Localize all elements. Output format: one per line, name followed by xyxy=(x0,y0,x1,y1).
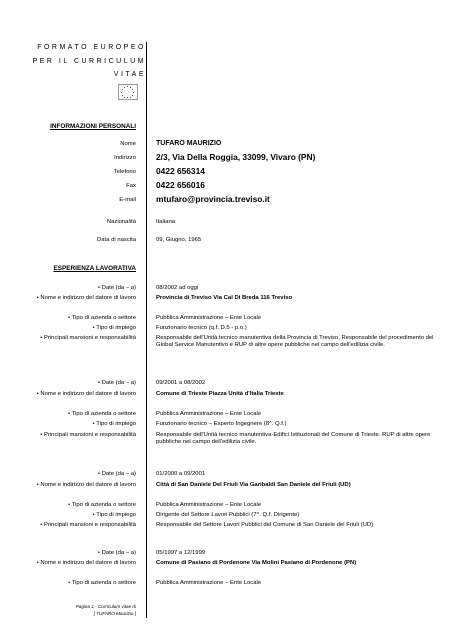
label-employer: • Nome e indirizzo del datore di lavoro xyxy=(36,295,136,301)
label-indirizzo: Indirizzo xyxy=(114,155,136,161)
label-duties: • Principali mansioni e responsabilità xyxy=(40,432,136,438)
entry-sector: Pubblica Amministrazione – Ente Locale xyxy=(156,315,262,321)
entry-employer: Comune di Pasiano di Pordenone Via Molini Pasiano di Pordenone (PN) xyxy=(156,560,357,566)
entry-employer: Comune di Trieste Piazza Unità d'Italia Trieste xyxy=(156,391,284,397)
entry-job: Funzionario tecnico – Esperto Ingegnere (8^. Q.f.) xyxy=(156,421,287,427)
label-sector: • Tipo di azienda o settore xyxy=(68,580,136,586)
label-sector: • Tipo di azienda o settore xyxy=(68,411,136,417)
value-telefono: 0422 656314 xyxy=(156,166,205,176)
section-experience-title: ESPERIENZA LAVORATIVA xyxy=(53,265,136,272)
section-personal-title: INFORMAZIONI PERSONALI xyxy=(50,123,136,130)
label-sector: • Tipo di azienda o settore xyxy=(68,502,136,508)
header-line-1: FORMATO EUROPEO xyxy=(37,44,146,51)
label-job: • Tipo di impiego xyxy=(92,512,136,518)
label-employer: • Nome e indirizzo del datore di lavoro xyxy=(36,391,136,397)
label-job: • Tipo di impiego xyxy=(92,325,136,331)
value-nascita: 09, Giugno, 1965 xyxy=(156,237,202,243)
label-telefono: Telefono xyxy=(113,169,136,175)
entry-date: 09/2001 a 08/2002 xyxy=(156,380,206,386)
entry-date: 08/2002 ad oggi xyxy=(156,285,199,291)
value-nome: TUFARO MAURIZIO xyxy=(156,140,222,147)
entry-duties: Responsabile del Settore Lavori Pubblici del Comune di San Daniele del Friuli (UD) xyxy=(156,522,374,528)
entry-employer: Provincia di Treviso Via Cal Di Breda 116 Treviso xyxy=(156,295,293,301)
label-date: • Date (da – a) xyxy=(97,380,136,386)
entry-sector: Pubblica Amministrazione – Ente Locale xyxy=(156,502,262,508)
entry-date: 01/2000 a 09/2001 xyxy=(156,471,206,477)
label-fax: Fax xyxy=(126,183,136,189)
label-nazionalita: Nazionalità xyxy=(106,219,136,225)
label-email: E-mail xyxy=(119,197,136,203)
entry-employer: Città di San Daniele Del Friuli Via Garibaldi San Daniele del Friuli (UD) xyxy=(156,482,351,488)
value-indirizzo: 2/3, Via Della Roggia, 33099, Vivaro (PN) xyxy=(156,152,316,162)
label-date: • Date (da – a) xyxy=(97,550,136,556)
value-email: mtufaro@provincia.treviso.it xyxy=(156,194,270,204)
footer-name-line: [ TUFARO Maurizio ] xyxy=(93,611,136,616)
label-job: • Tipo di impiego xyxy=(92,421,136,427)
entry-duties: Responsabile dell'Unità tecnico manutentiva della Provincia di Treviso, Responsabile del procedimento del Global Service Manutentivo e RUP di altre opere pubbliche nel campo dell'edilizia civile. xyxy=(156,335,434,348)
value-nazionalita: Italiana xyxy=(156,219,175,225)
label-nome: Nome xyxy=(120,141,136,147)
label-nascita: Data di nascita xyxy=(97,237,136,243)
label-duties: • Principali mansioni e responsabilità xyxy=(40,335,136,341)
label-date: • Date (da – a) xyxy=(97,471,136,477)
entry-duties: Responsabile dell'Unità tecnico manutentiva-Edifici Istituzionali del Comune di Trieste. RUP di altre opere pubbliche nel campo dell'edilizia civile. xyxy=(156,432,431,445)
value-fax: 0422 656016 xyxy=(156,180,205,190)
entry-job: Dirigente del Settore Lavori Pubblici (7^. Q.f. Dirigente) xyxy=(156,512,300,518)
label-sector: • Tipo di azienda o settore xyxy=(68,315,136,321)
entry-sector: Pubblica Amministrazione – Ente Locale xyxy=(156,411,262,417)
europass-logo xyxy=(118,84,138,100)
footer-page-line: Pagina 1 - Curriculum vitae di xyxy=(75,604,136,609)
column-divider xyxy=(146,42,147,618)
entry-sector: Pubblica Amministrazione – Ente Locale xyxy=(156,580,262,586)
entry-job: Funzionario tecnico (q.f. D.5 - p.o.) xyxy=(156,325,247,331)
label-employer: • Nome e indirizzo del datore di lavoro xyxy=(36,560,136,566)
entry-date: 05/1997 a 12/1999 xyxy=(156,550,206,556)
label-employer: • Nome e indirizzo del datore di lavoro xyxy=(36,482,136,488)
header-line-3: VITAE xyxy=(113,71,146,78)
header-line-2: PER IL CURRICULUM xyxy=(32,58,146,65)
label-duties: • Principali mansioni e responsabilità xyxy=(40,522,136,528)
label-date: • Date (da – a) xyxy=(97,285,136,291)
